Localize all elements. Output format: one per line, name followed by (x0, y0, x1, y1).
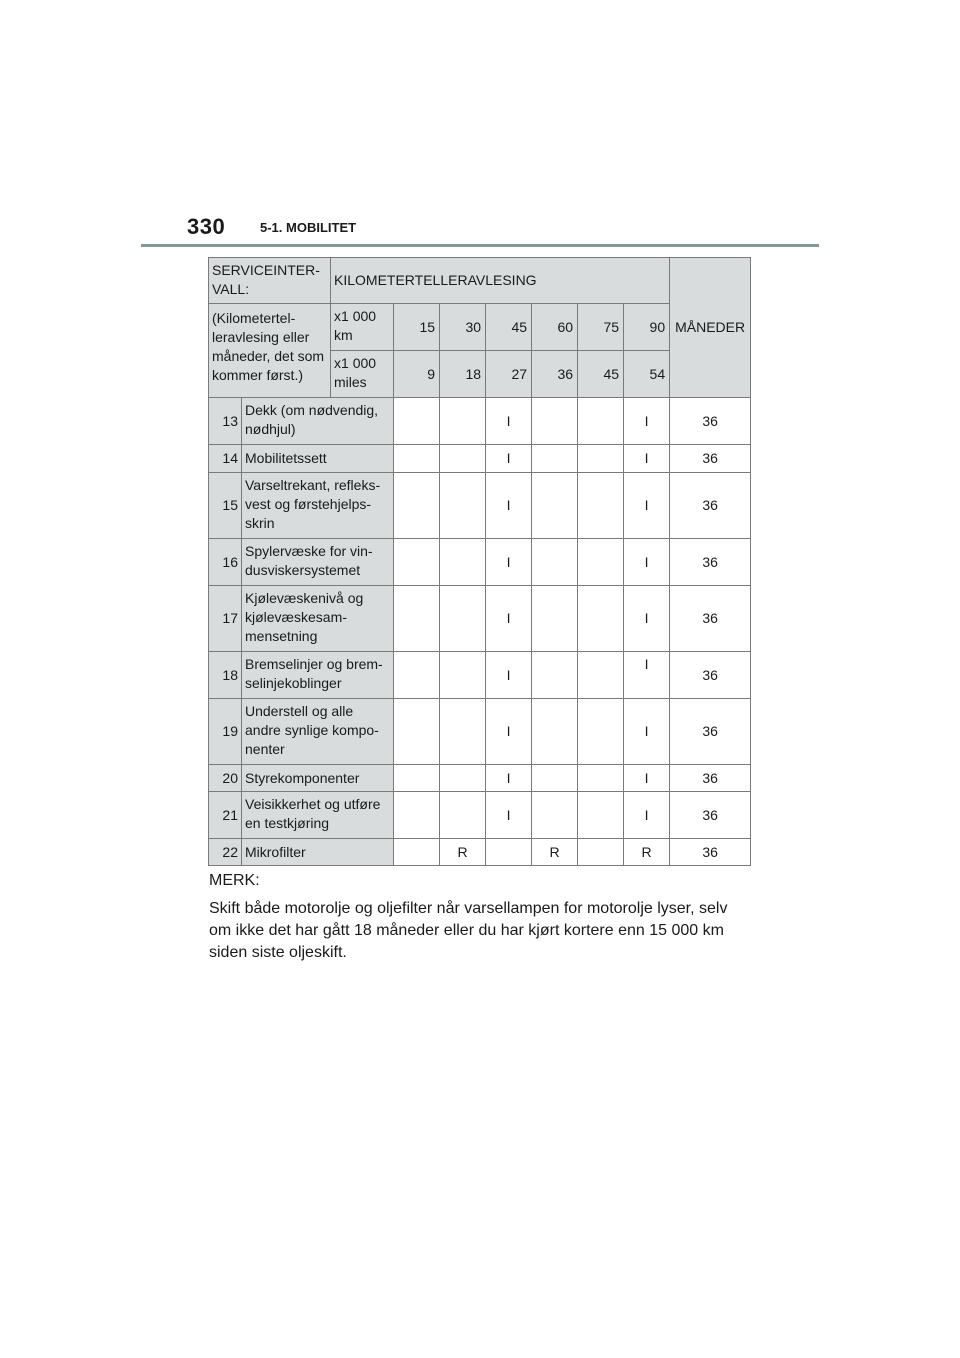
item-name: Spylervæske for vin- dusviskersystemet (242, 539, 394, 586)
interval-mark: I (624, 398, 670, 445)
item-number: 19 (209, 699, 242, 765)
miles-value: 45 (578, 351, 624, 398)
interval-mark (578, 765, 624, 792)
interval-mark (394, 839, 440, 866)
interval-mark (532, 473, 578, 539)
interval-mark (394, 539, 440, 586)
interval-mark (578, 699, 624, 765)
interval-mark (578, 652, 624, 699)
km-value: 75 (578, 304, 624, 351)
table-row (209, 652, 751, 699)
miles-value: 9 (394, 351, 440, 398)
interval-mark (532, 765, 578, 792)
item-name: Bremselinjer og brem- selinjekoblinger (242, 652, 394, 699)
table-row (209, 398, 751, 445)
interval-mark (394, 473, 440, 539)
km-value: 45 (486, 304, 532, 351)
interval-mark (578, 792, 624, 839)
miles-value: 36 (532, 351, 578, 398)
interval-mark: R (532, 839, 578, 866)
interval-mark: I (486, 699, 532, 765)
interval-mark (440, 699, 486, 765)
interval-mark (532, 539, 578, 586)
table-row (209, 792, 751, 839)
interval-mark (440, 792, 486, 839)
item-name: Understell og alle andre synlige kompo- nenter (242, 699, 394, 765)
interval-mark (532, 445, 578, 473)
item-name: Mikrofilter (242, 839, 394, 866)
interval-mark: I (486, 473, 532, 539)
months-value: 36 (670, 765, 751, 792)
interval-mark (394, 792, 440, 839)
months-value: 36 (670, 652, 751, 699)
interval-mark (578, 398, 624, 445)
item-number: 17 (209, 586, 242, 652)
interval-mark (532, 398, 578, 445)
interval-mark: I (624, 792, 670, 839)
months-value: 36 (670, 398, 751, 445)
interval-mark: R (624, 839, 670, 866)
interval-mark: I (486, 586, 532, 652)
odometer-header: KILOMETERTELLERAVLESING (331, 258, 670, 304)
interval-mark: I (624, 539, 670, 586)
interval-mark (394, 398, 440, 445)
item-number: 15 (209, 473, 242, 539)
interval-mark: I (486, 792, 532, 839)
table-row (209, 539, 751, 586)
item-name: Varseltrekant, refleks- vest og førstehjelps- skrin (242, 473, 394, 539)
interval-mark (440, 765, 486, 792)
interval-mark (440, 473, 486, 539)
table-row (209, 839, 751, 866)
miles-unit: x1 000 miles (331, 351, 394, 398)
interval-mark: R (440, 839, 486, 866)
table-row (209, 586, 751, 652)
item-number: 20 (209, 765, 242, 792)
table-row (209, 699, 751, 765)
table-row (209, 445, 751, 473)
note-label: MERK: (209, 872, 260, 889)
interval-mark (532, 586, 578, 652)
months-value: 36 (670, 586, 751, 652)
months-value: 36 (670, 839, 751, 866)
service-interval-header: SERVICEINTER- VALL: (209, 258, 331, 304)
note-text: Skift både motorolje og oljefilter når varsellampen for motorolje lyser, selv om ikke det har gått 18 måneder eller du har kjørt kortere enn 15 000 km siden siste oljeskift. (209, 900, 728, 961)
km-value: 60 (532, 304, 578, 351)
km-value: 90 (624, 304, 670, 351)
months-value: 36 (670, 473, 751, 539)
miles-value: 27 (486, 351, 532, 398)
interval-mark (532, 652, 578, 699)
miles-value: 18 (440, 351, 486, 398)
interval-mark: I (624, 445, 670, 473)
section-title: 5-1. MOBILITET (260, 220, 357, 235)
item-name: Styrekomponenter (242, 765, 394, 792)
interval-mark: I (486, 445, 532, 473)
maintenance-schedule-table (208, 257, 751, 866)
interval-mark (440, 539, 486, 586)
months-header: MÅNEDER (670, 258, 751, 398)
interval-mark (394, 586, 440, 652)
interval-mark: I (486, 652, 532, 699)
months-value: 36 (670, 445, 751, 473)
months-value: 36 (670, 699, 751, 765)
table-row (209, 765, 751, 792)
item-name: Mobilitetssett (242, 445, 394, 473)
interval-mark (394, 652, 440, 699)
interval-mark (394, 699, 440, 765)
interval-mark: I (624, 473, 670, 539)
interval-mark: I (486, 398, 532, 445)
interval-mark (532, 699, 578, 765)
interval-mark (440, 586, 486, 652)
interval-mark (578, 539, 624, 586)
interval-mark: I (486, 539, 532, 586)
interval-mark: I (624, 652, 670, 699)
interval-mark (394, 445, 440, 473)
table-row (209, 473, 751, 539)
months-value: 36 (670, 539, 751, 586)
interval-mark: I (624, 699, 670, 765)
item-number: 22 (209, 839, 242, 866)
item-number: 18 (209, 652, 242, 699)
item-name: Dekk (om nødvendig, nødhjul) (242, 398, 394, 445)
interval-mark (578, 445, 624, 473)
interval-mark (486, 839, 532, 866)
interval-mark (578, 586, 624, 652)
miles-value: 54 (624, 351, 670, 398)
header-rule (141, 244, 819, 247)
item-number: 16 (209, 539, 242, 586)
km-unit: x1 000 km (331, 304, 394, 351)
interval-mark (440, 652, 486, 699)
page-number: 330 (187, 214, 226, 239)
item-number: 21 (209, 792, 242, 839)
item-number: 14 (209, 445, 242, 473)
item-number: 13 (209, 398, 242, 445)
interval-mark: I (624, 586, 670, 652)
km-value: 30 (440, 304, 486, 351)
interval-mark (578, 839, 624, 866)
interval-mark (532, 792, 578, 839)
interval-mark: I (486, 765, 532, 792)
item-name: Kjølevæskenivå og kjølevæskesam- mensetning (242, 586, 394, 652)
km-value: 15 (394, 304, 440, 351)
item-name: Veisikkerhet og utføre en testkjøring (242, 792, 394, 839)
interval-mark (578, 473, 624, 539)
interval-mark: I (624, 765, 670, 792)
interval-mark (440, 398, 486, 445)
interval-note: (Kilometertel- leravlesing eller måneder, det som kommer først.) (209, 304, 331, 398)
months-value: 36 (670, 792, 751, 839)
interval-mark (394, 765, 440, 792)
interval-mark (440, 445, 486, 473)
